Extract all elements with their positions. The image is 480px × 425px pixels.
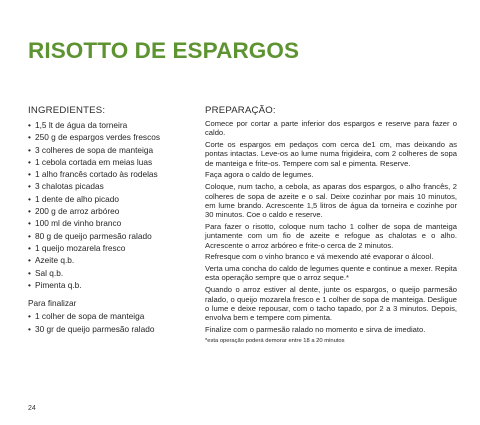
preparation-step: Comece por cortar a parte inferior dos espargos e reserve para fazer o caldo. xyxy=(205,119,457,138)
preparation-heading: PREPARAÇÃO: xyxy=(205,105,276,116)
ingredient-item: • 3 chalotas picadas xyxy=(28,181,104,192)
ingredient-item: • 200 g de arroz arbóreo xyxy=(28,206,120,217)
ingredient-item: • 1 cebola cortada em meias luas xyxy=(28,156,153,167)
preparation-step: Faça agora o caldo de legumes. xyxy=(205,170,314,180)
preparation-step: Coloque, num tacho, a cebola, as aparas dos espargos, o alho francês, 2 colheres de sopa de azeite e o sal. Deixe cozinhar por mais 10 minutos, em lume brando. Acrescente 1,5 litros de água da torneira e cozinhe por 30 minutos. Coe o caldo e reserve. xyxy=(205,182,457,220)
preparation-step: Verta uma concha do caldo de legumes quente e continue a mexer. Repita esta operação sempre que o arroz seque.* xyxy=(205,264,457,283)
ingredient-item: • 80 g de queijo parmesão ralado xyxy=(28,230,152,241)
ingredient-item: • 3 colheres de sopa de manteiga xyxy=(28,144,154,155)
preparation-step: Corte os espargos em pedaços com cerca de1 cm, mas deixando as pontas intactas. Leve-os ao lume numa frigideira, com 2 colheres de sopa de manteiga e frite-os. Tempere com sal e pimenta. Reserve. xyxy=(205,140,457,168)
ingredient-item: • 1,5 lt de água da torneira xyxy=(28,120,128,130)
recipe-title: RISOTTO DE ESPARGOS xyxy=(28,38,300,63)
preparation-step: Para fazer o risotto, coloque num tacho 1 colher de sopa de manteiga juntamente com um fio de azeite e refogue as chalotas e o alho. Acrescente o arroz arbóreo e frite-o cerca de 2 minutos. xyxy=(205,221,457,250)
page-number: 24 xyxy=(28,405,36,412)
finish-item: • 1 colher de sopa de manteiga xyxy=(28,311,145,322)
preparation-step: Finalize com o parmesão ralado no momento e sirva de imediato. xyxy=(205,324,426,334)
preparation-step: Refresque com o vinho branco e vá mexendo até evaporar o álcool. xyxy=(205,252,434,262)
finish-list xyxy=(28,310,203,335)
ingredients-heading: INGREDIENTES: xyxy=(28,105,106,116)
ingredient-item: • Azeite q.b. xyxy=(28,255,75,266)
finish-heading: Para finalizar xyxy=(28,298,77,309)
preparation-step: Quando o arroz estiver al dente, junte os espargos, o queijo parmesão ralado, o queijo mozarela fresco e 1 colher de sopa de manteiga. Desligue o lume e deixe repousar, com o tacho tapado, por 2 a 3 minutos. Depois, envolva bem e tempere com pimenta. xyxy=(205,285,457,323)
ingredient-item: • 1 queijo mozarela fresco xyxy=(28,242,126,253)
preparation-section xyxy=(205,104,457,347)
ingredient-item: • 250 g de espargos verdes frescos xyxy=(28,132,160,143)
ingredient-item: • 1 alho francês cortado às rodelas xyxy=(28,169,158,180)
ingredient-item: • Sal q.b. xyxy=(28,267,64,278)
ingredient-item: • 100 ml de vinho branco xyxy=(28,218,122,229)
preparation-note: *esta operação poderá demorar entre 18 a 20 minutos xyxy=(205,337,345,344)
ingredients-list xyxy=(28,119,203,291)
finish-item: • 30 gr de queijo parmesão ralado xyxy=(28,323,155,334)
ingredient-item: • 1 dente de alho picado xyxy=(28,193,119,204)
ingredients-section xyxy=(28,104,203,335)
ingredient-item: • Pimenta q.b. xyxy=(28,279,82,290)
